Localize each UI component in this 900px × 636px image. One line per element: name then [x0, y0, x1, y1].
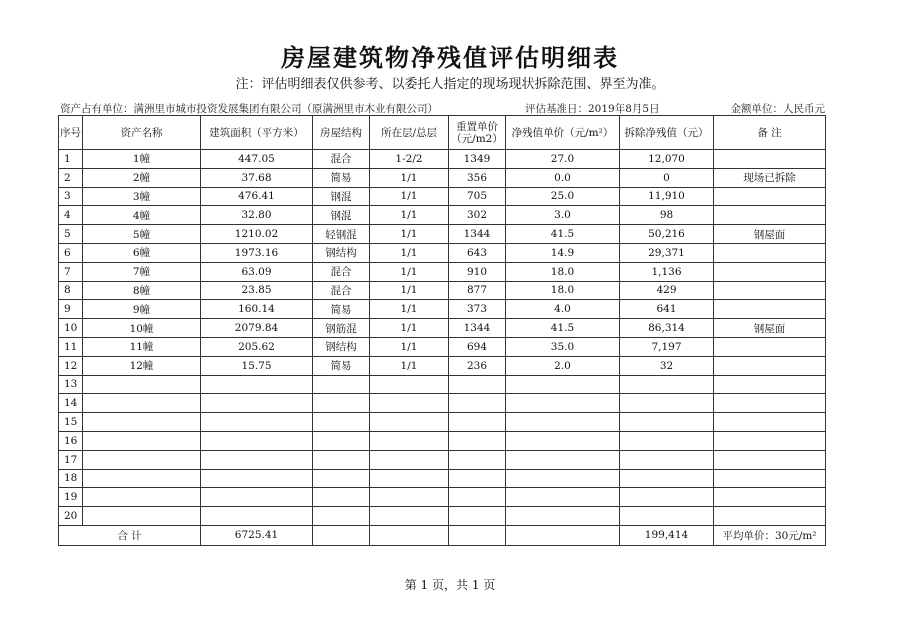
base-date: 评估基准日：2019年8月5日 [525, 103, 660, 115]
row-area [201, 469, 313, 488]
row-residual-unit: 18.0 [506, 262, 620, 281]
row-asset-name: 7幢 [83, 262, 201, 281]
row-remarks [714, 431, 826, 450]
row-asset-name: 5幢 [83, 225, 201, 244]
row-floor [370, 375, 449, 394]
row-asset-name [83, 488, 201, 507]
row-asset-name [83, 413, 201, 432]
row-area: 63.09 [201, 262, 313, 281]
row-remarks [714, 281, 826, 300]
row-floor: 1/1 [370, 168, 449, 187]
table-row [59, 394, 826, 413]
row-area: 160.14 [201, 300, 313, 319]
row-remarks [714, 187, 826, 206]
row-structure [313, 488, 370, 507]
total-empty-cell [313, 525, 370, 545]
total-label: 合 计 [59, 525, 201, 545]
row-residual-unit: 25.0 [506, 187, 620, 206]
row-asset-name: 6幢 [83, 243, 201, 262]
row-residual-unit [506, 375, 620, 394]
col-header-residual-unit: 净残值单价（元/m²） [506, 116, 620, 150]
row-residual-value [620, 394, 714, 413]
row-unit-price: 1349 [449, 150, 506, 169]
row-residual-unit [506, 394, 620, 413]
currency-unit: 金额单位：人民币元 [730, 103, 825, 115]
row-residual-value: 11,910 [620, 187, 714, 206]
table-body [59, 150, 826, 526]
row-floor: 1/1 [370, 319, 449, 338]
row-floor [370, 394, 449, 413]
row-structure: 钢结构 [313, 243, 370, 262]
row-residual-value [620, 469, 714, 488]
row-residual-value: 12,070 [620, 150, 714, 169]
row-unit-price: 1344 [449, 319, 506, 338]
row-residual-unit: 27.0 [506, 150, 620, 169]
row-floor: 1/1 [370, 300, 449, 319]
row-remarks [714, 206, 826, 225]
row-remarks [714, 243, 826, 262]
table-row [59, 356, 826, 375]
row-residual-unit: 14.9 [506, 243, 620, 262]
row-asset-name [83, 507, 201, 526]
row-structure: 简易 [313, 168, 370, 187]
row-unit-price [449, 431, 506, 450]
row-remarks [714, 488, 826, 507]
row-seq: 18 [59, 469, 83, 488]
row-structure [313, 507, 370, 526]
row-residual-value: 429 [620, 281, 714, 300]
row-unit-price [449, 469, 506, 488]
row-unit-price: 302 [449, 206, 506, 225]
row-residual-value [620, 375, 714, 394]
row-seq: 10 [59, 319, 83, 338]
row-floor: 1/1 [370, 243, 449, 262]
row-unit-price: 373 [449, 300, 506, 319]
average-unit-price: 平均单价：30元/m² [714, 525, 826, 545]
row-area: 23.85 [201, 281, 313, 300]
row-unit-price [449, 375, 506, 394]
row-area [201, 507, 313, 526]
row-asset-name [83, 450, 201, 469]
row-remarks [714, 507, 826, 526]
row-structure: 钢结构 [313, 337, 370, 356]
row-residual-value: 98 [620, 206, 714, 225]
row-remarks [714, 356, 826, 375]
row-residual-unit [506, 450, 620, 469]
total-row [59, 525, 826, 545]
row-structure: 简易 [313, 300, 370, 319]
row-floor [370, 488, 449, 507]
col-header-seq: 序号 [59, 116, 83, 150]
row-remarks [714, 262, 826, 281]
row-remarks: 现场已拆除 [714, 168, 826, 187]
row-unit-price: 705 [449, 187, 506, 206]
row-unit-price: 236 [449, 356, 506, 375]
row-asset-name [83, 431, 201, 450]
row-remarks [714, 394, 826, 413]
row-floor: 1/1 [370, 356, 449, 375]
row-residual-value: 50,216 [620, 225, 714, 244]
row-area [201, 394, 313, 413]
row-floor: 1/1 [370, 262, 449, 281]
row-floor [370, 431, 449, 450]
row-asset-name: 8幢 [83, 281, 201, 300]
row-floor [370, 469, 449, 488]
total-area: 6725.41 [201, 525, 313, 545]
asset-unit: 资产占有单位：满洲里市城市投资发展集团有限公司（原满洲里市木业有限公司） [60, 103, 438, 115]
row-structure [313, 450, 370, 469]
row-residual-unit: 0.0 [506, 168, 620, 187]
row-seq: 4 [59, 206, 83, 225]
table-row [59, 431, 826, 450]
table-row [59, 187, 826, 206]
row-unit-price: 1344 [449, 225, 506, 244]
row-seq: 15 [59, 413, 83, 432]
col-header-area: 建筑面积（平方米） [201, 116, 313, 150]
row-unit-price [449, 450, 506, 469]
table-row [59, 262, 826, 281]
col-header-remarks: 备 注 [714, 116, 826, 150]
table-row [59, 413, 826, 432]
row-seq: 2 [59, 168, 83, 187]
row-asset-name: 9幢 [83, 300, 201, 319]
row-seq: 20 [59, 507, 83, 526]
table-row [59, 319, 826, 338]
page-footer: 第 1 页，共 1 页 [404, 578, 496, 592]
row-floor: 1/1 [370, 187, 449, 206]
row-area: 15.75 [201, 356, 313, 375]
row-residual-unit [506, 431, 620, 450]
page-title: 房屋建筑物净残值评估明细表 [281, 43, 619, 72]
row-structure [313, 469, 370, 488]
total-empty-cell [370, 525, 449, 545]
row-seq: 8 [59, 281, 83, 300]
table-row [59, 281, 826, 300]
col-header-unit-price: 重置单价（元/m2） [449, 116, 506, 150]
table-row [59, 488, 826, 507]
row-residual-value: 32 [620, 356, 714, 375]
row-residual-value: 0 [620, 168, 714, 187]
row-asset-name: 12幢 [83, 356, 201, 375]
row-seq: 16 [59, 431, 83, 450]
total-empty-cell [506, 525, 620, 545]
table-row [59, 469, 826, 488]
row-residual-unit: 41.5 [506, 225, 620, 244]
row-residual-unit [506, 469, 620, 488]
row-unit-price: 910 [449, 262, 506, 281]
row-residual-unit: 2.0 [506, 356, 620, 375]
row-residual-unit: 41.5 [506, 319, 620, 338]
row-residual-unit: 35.0 [506, 337, 620, 356]
row-residual-value: 7,197 [620, 337, 714, 356]
row-residual-value [620, 450, 714, 469]
row-area: 2079.84 [201, 319, 313, 338]
row-area [201, 450, 313, 469]
row-area [201, 375, 313, 394]
row-asset-name [83, 394, 201, 413]
row-seq: 3 [59, 187, 83, 206]
row-remarks [714, 413, 826, 432]
row-unit-price [449, 507, 506, 526]
row-area: 37.68 [201, 168, 313, 187]
row-area: 447.05 [201, 150, 313, 169]
row-floor: 1-2/2 [370, 150, 449, 169]
note-text: 注：评估明细表仅供参考、以委托人指定的现场现状拆除范围、界至为准。 [235, 77, 665, 92]
row-remarks [714, 337, 826, 356]
row-seq: 14 [59, 394, 83, 413]
table-row [59, 337, 826, 356]
row-structure [313, 375, 370, 394]
row-seq: 6 [59, 243, 83, 262]
row-residual-unit: 18.0 [506, 281, 620, 300]
col-header-residual-value: 拆除净残值（元） [620, 116, 714, 150]
row-residual-value: 1,136 [620, 262, 714, 281]
row-structure [313, 394, 370, 413]
row-structure [313, 431, 370, 450]
row-seq: 11 [59, 337, 83, 356]
valuation-table [58, 115, 826, 546]
row-seq: 19 [59, 488, 83, 507]
row-remarks [714, 450, 826, 469]
total-empty-cell [449, 525, 506, 545]
row-remarks [714, 150, 826, 169]
row-structure: 混合 [313, 281, 370, 300]
table-row [59, 206, 826, 225]
row-seq: 12 [59, 356, 83, 375]
row-unit-price: 643 [449, 243, 506, 262]
row-floor [370, 413, 449, 432]
row-floor: 1/1 [370, 225, 449, 244]
table-row [59, 507, 826, 526]
row-asset-name: 3幢 [83, 187, 201, 206]
row-seq: 7 [59, 262, 83, 281]
row-asset-name [83, 469, 201, 488]
row-residual-value [620, 413, 714, 432]
row-area: 476.41 [201, 187, 313, 206]
row-floor [370, 450, 449, 469]
table-row [59, 225, 826, 244]
col-header-floor: 所在层/总层 [370, 116, 449, 150]
row-floor [370, 507, 449, 526]
row-floor: 1/1 [370, 337, 449, 356]
row-area: 32.80 [201, 206, 313, 225]
row-area [201, 488, 313, 507]
row-remarks [714, 300, 826, 319]
table-row [59, 375, 826, 394]
row-residual-unit: 4.0 [506, 300, 620, 319]
row-unit-price [449, 488, 506, 507]
row-seq: 1 [59, 150, 83, 169]
row-remarks: 钢屋面 [714, 225, 826, 244]
row-residual-value: 641 [620, 300, 714, 319]
row-unit-price [449, 413, 506, 432]
row-area: 205.62 [201, 337, 313, 356]
row-residual-unit: 3.0 [506, 206, 620, 225]
row-area [201, 413, 313, 432]
col-header-asset-name: 资产名称 [83, 116, 201, 150]
row-residual-value [620, 431, 714, 450]
row-structure: 混合 [313, 150, 370, 169]
row-structure: 钢混 [313, 206, 370, 225]
row-asset-name: 1幢 [83, 150, 201, 169]
table-row [59, 300, 826, 319]
row-remarks: 钢屋面 [714, 319, 826, 338]
row-floor: 1/1 [370, 281, 449, 300]
row-asset-name: 11幢 [83, 337, 201, 356]
row-remarks [714, 375, 826, 394]
row-floor: 1/1 [370, 206, 449, 225]
row-asset-name: 10幢 [83, 319, 201, 338]
row-structure [313, 413, 370, 432]
table-row [59, 243, 826, 262]
table-row [59, 450, 826, 469]
row-structure: 混合 [313, 262, 370, 281]
row-structure: 钢筋混 [313, 319, 370, 338]
row-asset-name: 2幢 [83, 168, 201, 187]
row-unit-price: 694 [449, 337, 506, 356]
row-seq: 9 [59, 300, 83, 319]
row-residual-unit [506, 488, 620, 507]
meta-line [60, 101, 825, 115]
row-residual-unit [506, 507, 620, 526]
table-header-row [59, 116, 826, 150]
table-row [59, 150, 826, 169]
row-asset-name: 4幢 [83, 206, 201, 225]
row-residual-value [620, 488, 714, 507]
row-asset-name [83, 375, 201, 394]
row-structure: 轻钢混 [313, 225, 370, 244]
row-unit-price [449, 394, 506, 413]
row-structure: 简易 [313, 356, 370, 375]
row-unit-price: 356 [449, 168, 506, 187]
row-remarks [714, 469, 826, 488]
col-header-structure: 房屋结构 [313, 116, 370, 150]
row-seq: 17 [59, 450, 83, 469]
row-residual-value: 86,314 [620, 319, 714, 338]
row-area: 1973.16 [201, 243, 313, 262]
row-structure: 钢混 [313, 187, 370, 206]
row-seq: 13 [59, 375, 83, 394]
row-residual-value [620, 507, 714, 526]
row-area [201, 431, 313, 450]
row-residual-unit [506, 413, 620, 432]
row-unit-price: 877 [449, 281, 506, 300]
row-seq: 5 [59, 225, 83, 244]
table-row [59, 168, 826, 187]
row-area: 1210.02 [201, 225, 313, 244]
total-value: 199,414 [620, 525, 714, 545]
row-residual-value: 29,371 [620, 243, 714, 262]
